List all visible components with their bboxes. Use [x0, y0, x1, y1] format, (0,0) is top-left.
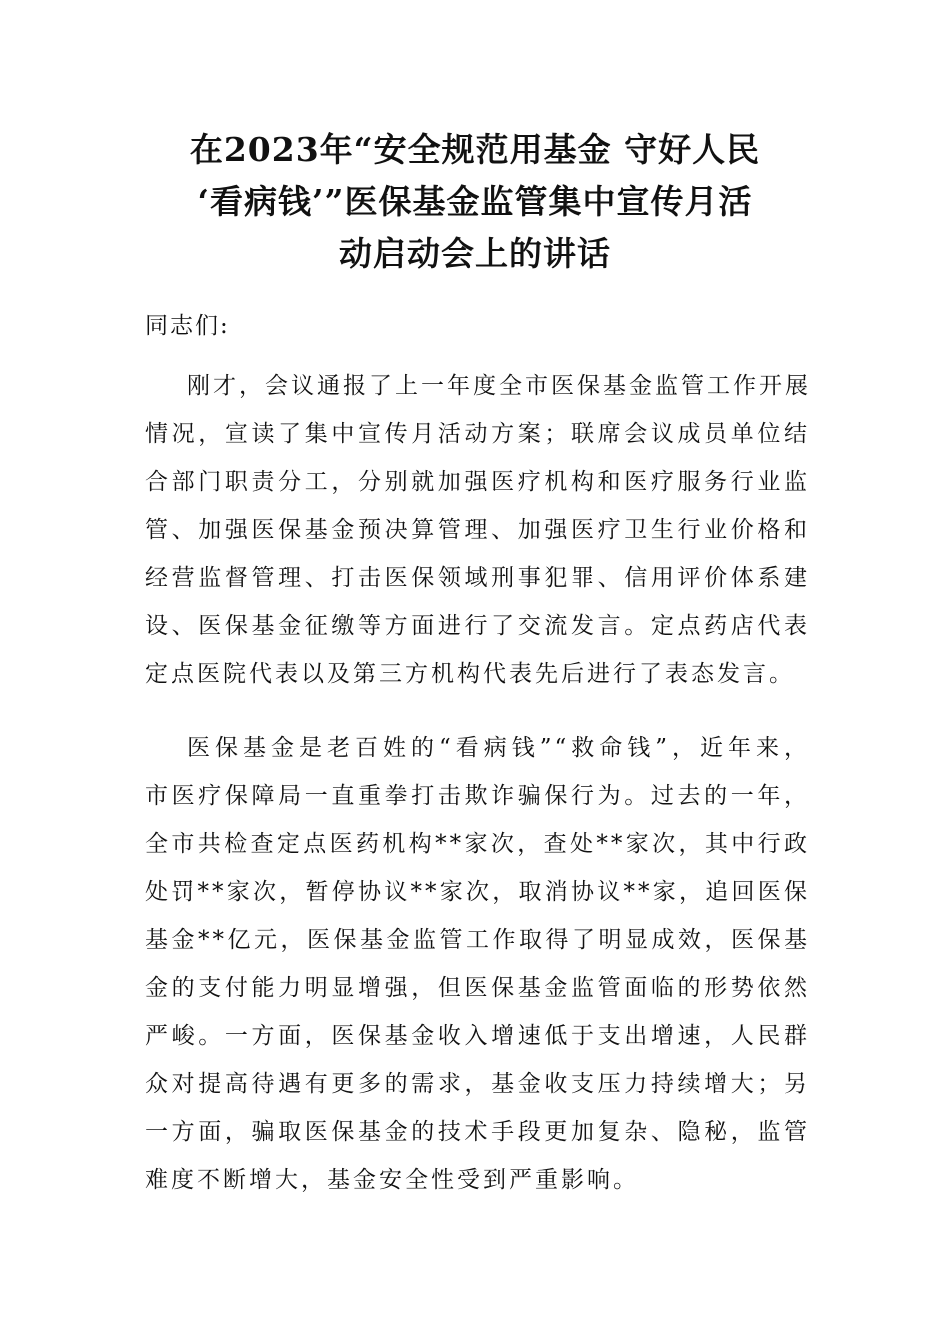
- body-paragraph-1: [145, 362, 810, 698]
- title-line: 动启动会上的讲话: [339, 234, 611, 273]
- speech-title: [145, 124, 805, 280]
- paragraph-line: 市医疗保障局一直重拳打击欺诈骗保行为。过去的一年，: [145, 783, 810, 809]
- paragraph-line: 管、加强医保基金预决算管理、加强医疗卫生行业价格和: [145, 517, 810, 543]
- paragraph-line: 合部门职责分工，分别就加强医疗机构和医疗服务行业监: [145, 469, 810, 495]
- paragraph-line: 金的支付能力明显增强，但医保基金监管面临的形势依然: [145, 975, 810, 1001]
- salutation: 同志们:: [145, 313, 230, 339]
- paragraph-line: 情况，宣读了集中宣传月活动方案；联席会议成员单位结: [145, 421, 810, 447]
- title-line: ‘看病钱’”医保基金监管集中宣传月活: [197, 182, 753, 221]
- title-line: 在2023年“安全规范用基金 守好人民: [189, 130, 761, 169]
- paragraph-line: 全市共检查定点医药机构**家次，查处**家次，其中行政: [145, 831, 810, 857]
- paragraph-line: 医保基金是老百姓的“看病钱”“救命钱”，近年来，: [187, 735, 810, 761]
- paragraph-line: 处罚**家次，暂停协议**家次，取消协议**家，追回医保: [145, 879, 810, 905]
- paragraph-line: 基金**亿元，医保基金监管工作取得了明显成效，医保基: [145, 927, 810, 953]
- paragraph-line: 众对提高待遇有更多的需求，基金收支压力持续增大；另: [145, 1071, 810, 1097]
- paragraph-line: 难度不断增大，基金安全性受到严重影响。: [145, 1167, 639, 1193]
- paragraph-line: 刚才，会议通报了上一年度全市医保基金监管工作开展: [187, 373, 811, 399]
- paragraph-line: 设、医保基金征缴等方面进行了交流发言。定点药店代表: [145, 613, 810, 639]
- paragraph-line: 严峻。一方面，医保基金收入增速低于支出增速，人民群: [145, 1023, 810, 1049]
- paragraph-line: 经营监督管理、打击医保领域刑事犯罪、信用评价体系建: [145, 565, 810, 591]
- body-paragraph-2: [145, 724, 810, 1204]
- paragraph-line: 一方面，骗取医保基金的技术手段更加复杂、隐秘，监管: [145, 1119, 810, 1145]
- paragraph-line: 定点医院代表以及第三方机构代表先后进行了表态发言。: [145, 661, 795, 687]
